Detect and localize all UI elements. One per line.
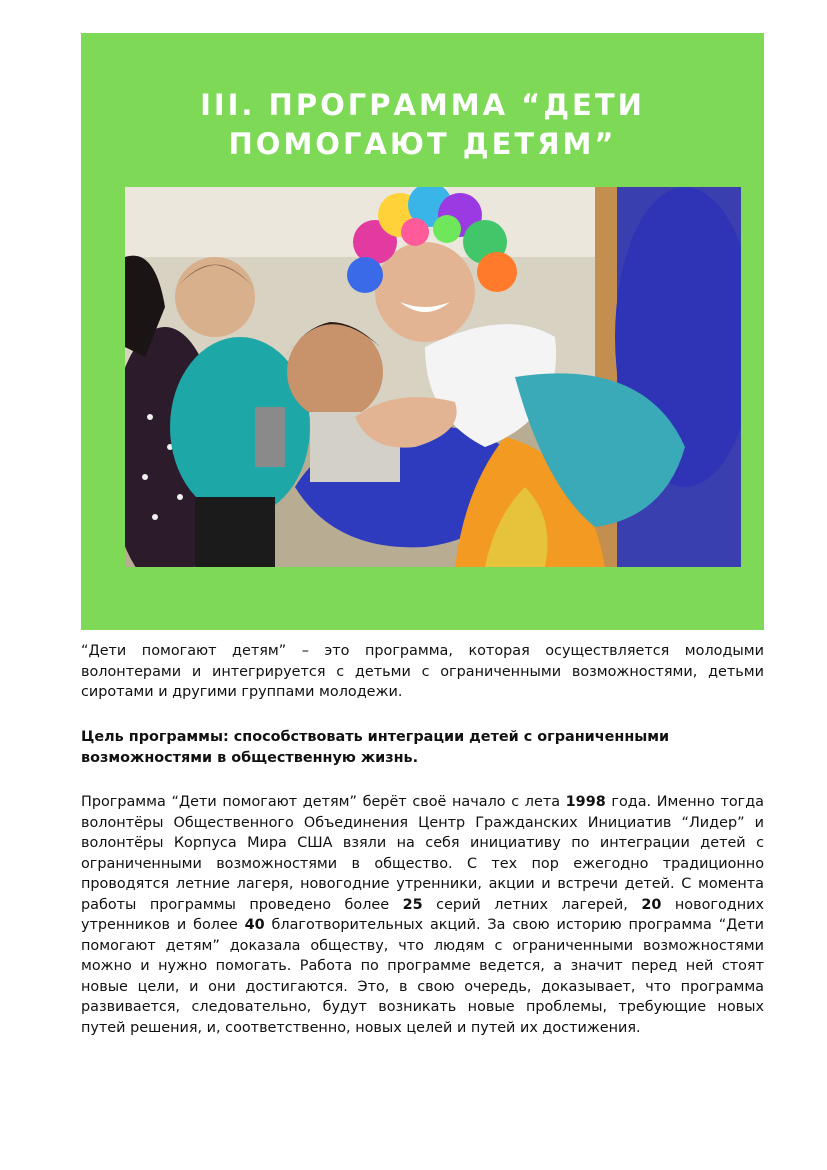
history-events-count: 20: [641, 896, 662, 913]
history-year: 1998: [565, 794, 606, 810]
history-text-1: Программа “Дети помогают детям” берёт своё начало с лета: [81, 794, 566, 810]
title-panel: [81, 33, 764, 630]
history-text-3: серий летних лагерей,: [422, 896, 642, 913]
page-title: [81, 86, 764, 164]
history-camps-count: 25: [402, 896, 423, 913]
page-title-line-2: ПОМОГАЮТ ДЕТЯМ”: [228, 127, 617, 161]
history-paragraph: [81, 792, 764, 1038]
history-actions-count: 40: [244, 917, 265, 933]
history-text-2: года. Именно тогда волонтёры Общественного Объединения Центр Гражданских Инициатив “Лидер” и волонтёры Корпуса Мира США взяли на себя инициативу по интеграции детей с ограниченными возможностями в общество. С тех пор ежегодно традиционно проводятся летние лагеря, новогодние утренники, акции и встречи детей. С момента работы программы проведено более: [81, 794, 764, 913]
photo-children-hugging: [125, 187, 741, 567]
photo-illustration: [125, 187, 741, 567]
history-text-5: благотворительных акций. За свою историю программа “Дети помогают детям” доказала обществу, что людям с ограниченными возможностями можно и нужно помогать. Работа по программе ведется, а значит перед ней стоят новые цели, и они достигаются. Это, в свою очередь, доказывает, что программа развивается, следовательно, будут возникать новые проблемы, требующие новых путей решения, и, соответственно, новых целей и путей их достижения.: [81, 917, 765, 1036]
intro-paragraph: “Дети помогают детям” – это программа, которая осуществляется молодыми волонтерами и интегрируется с детьми с ограниченными возможностями, детьми сиротами и другими группами молодежи.: [81, 643, 764, 700]
page-title-line-1: III. ПРОГРАММА “ДЕТИ: [200, 88, 645, 122]
history-text-4: новогодних утренников и более: [81, 896, 764, 933]
goal-paragraph: Цель программы: способствовать интеграции детей с ограниченными возможностями в общественную жизнь.: [81, 729, 670, 766]
